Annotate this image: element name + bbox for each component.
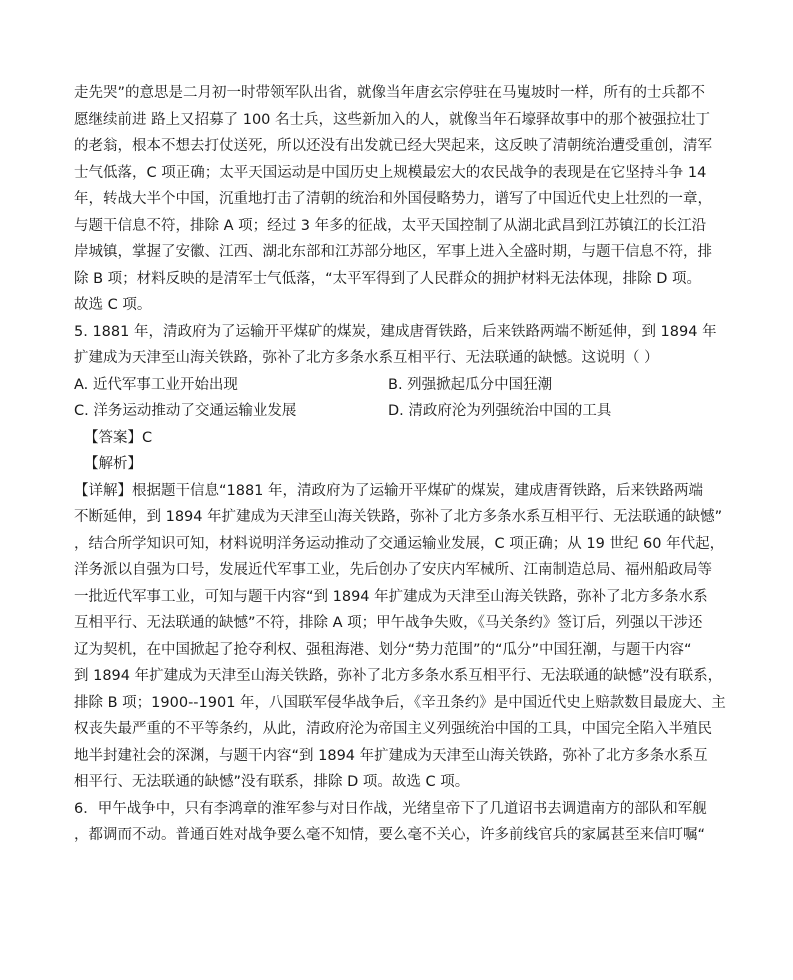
- text-line: 到 1894 年扩建成为天津至山海关铁路，弥补了北方多条水系互相平行、无法联通的缺憾”没有联系，: [74, 668, 723, 684]
- option-b: B. 列强掀起瓜分中国狂潮: [388, 376, 553, 393]
- question-stem-line: 扩建成为天津至山海关铁路，弥补了北方多条水系互相平行、无法联通的缺憾。这说明（ ）: [74, 350, 659, 366]
- text-line: 地半封建社会的深渊，与题干内容“到 1894 年扩建成为天津至山海关铁路，弥补了北方多条水系互: [74, 747, 708, 764]
- text-line: 年，转战大半个中国，沉重地打击了清朝的统治和外国侵略势力，谱写了中国近代史上壮烈的一章，: [74, 191, 712, 207]
- document-body: [74, 80, 726, 849]
- text-line: 一批近代军事工业，可知与题干内容“到 1894 年扩建成为天津至山海关铁路，弥补了北方多条水系: [74, 588, 708, 605]
- option-c: C. 洋务运动推动了交通运输业发展: [74, 403, 297, 419]
- text-line: 不断延伸，到 1894 年扩建成为天津至山海关铁路，弥补了北方多条水系互相平行、无法联通的缺憾”: [74, 509, 723, 525]
- text-line: 互相平行、无法联通的缺憾”不符，排除 A 项；甲午战争失败，《马关条约》签订后，列强以干涉还: [74, 615, 703, 631]
- analysis-label: 【解析】: [84, 456, 142, 472]
- text-line: 相平行、无法联通的缺憾”没有联系，排除 D 项。故选 C 项。: [74, 774, 470, 790]
- previous-answer-explanation: [74, 80, 714, 319]
- text-line: ，结合所学知识可知，材料说明洋务运动推动了交通运输业发展，C 项正确；从 19 世纪 60 年代起，: [74, 535, 725, 552]
- text-line: 的老翁，根本不想去打仗送死，所以还没有出发就已经大哭起来，这反映了清朝统治遭受重创，清军: [74, 138, 712, 154]
- text-line: 洋务派以自强为口号，发展近代军事工业，先后创办了安庆内军械所、江南制造总局、福州船政局等: [74, 562, 712, 578]
- text-line: 与题干信息不符，排除 A 项；经过 3 年多的征战，太平天国控制了从湖北武昌到江苏镇江的长江沿: [74, 217, 707, 234]
- text-line: 辽为契机，在中国掀起了抢夺利权、强租海港、划分“势力范围”的“瓜分”中国狂潮，与题干内容“: [74, 641, 692, 658]
- text-line: 排除 B 项；1900--1901 年，八国联军侵华战争后，《辛丑条约》是中国近代史上赔款数目最庞大、主: [74, 694, 726, 711]
- text-line: 【详解】根据题干信息“1881 年，清政府为了运输开平煤矿的煤炭，建成唐胥铁路，后来铁路两端: [74, 482, 704, 499]
- options-row-ab: [74, 372, 714, 399]
- option-a: A. 近代军事工业开始出现: [74, 376, 238, 393]
- options-row-cd: [74, 398, 714, 425]
- text-line: 士气低落，C 项正确；太平天国运动是中国历史上规模最宏大的农民战争的表现是在它坚持斗争 14: [74, 164, 707, 181]
- question-6: [74, 796, 714, 849]
- text-line: 走先哭”的意思是二月初一时带领军队出省，就像当年唐玄宗停驻在马嵬坡时一样，所有的士兵都不: [74, 85, 706, 101]
- text-line: 愿继续前进 路上又招募了 100 名士兵，这些新加入的人，就像当年石壕驿故事中的那个被强拉壮丁: [74, 111, 710, 128]
- text-line: 除 B 项；材料反映的是清军士气低落，“太平军得到了人民群众的拥护材料无法体现，排除 D 项。: [74, 270, 702, 287]
- question-stem-line: 6．甲午战争中，只有李鸿章的淮军参与对日作战，光绪皇帝下了几道诏书去调遣南方的部队和军舰: [74, 800, 707, 817]
- answer-label: 【答案】C: [84, 429, 153, 446]
- text-line: 权丧失最严重的不平等条约，从此，清政府沦为帝国主义列强统治中国的工具，中国完全陷入半殖民: [74, 721, 712, 737]
- detail-explanation: [74, 478, 726, 796]
- option-d: D. 清政府沦为列强统治中国的工具: [388, 403, 612, 419]
- text-line: 岸城镇，掌握了安徽、江西、湖北东部和江苏部分地区，军事上进入全盛时期，与题干信息不符，排: [74, 244, 712, 260]
- question-5: [74, 319, 726, 796]
- question-stem-line: 5. 1881 年，清政府为了运输开平煤矿的煤炭，建成唐胥铁路，后来铁路两端不断延伸，到 1894 年: [74, 323, 717, 340]
- text-line: 故选 C 项。: [74, 297, 152, 313]
- question-stem-line: ，都调而不动。普通百姓对战争要么毫不知情，要么毫不关心，许多前线官兵的家属甚至来信叮嘱“: [74, 827, 706, 843]
